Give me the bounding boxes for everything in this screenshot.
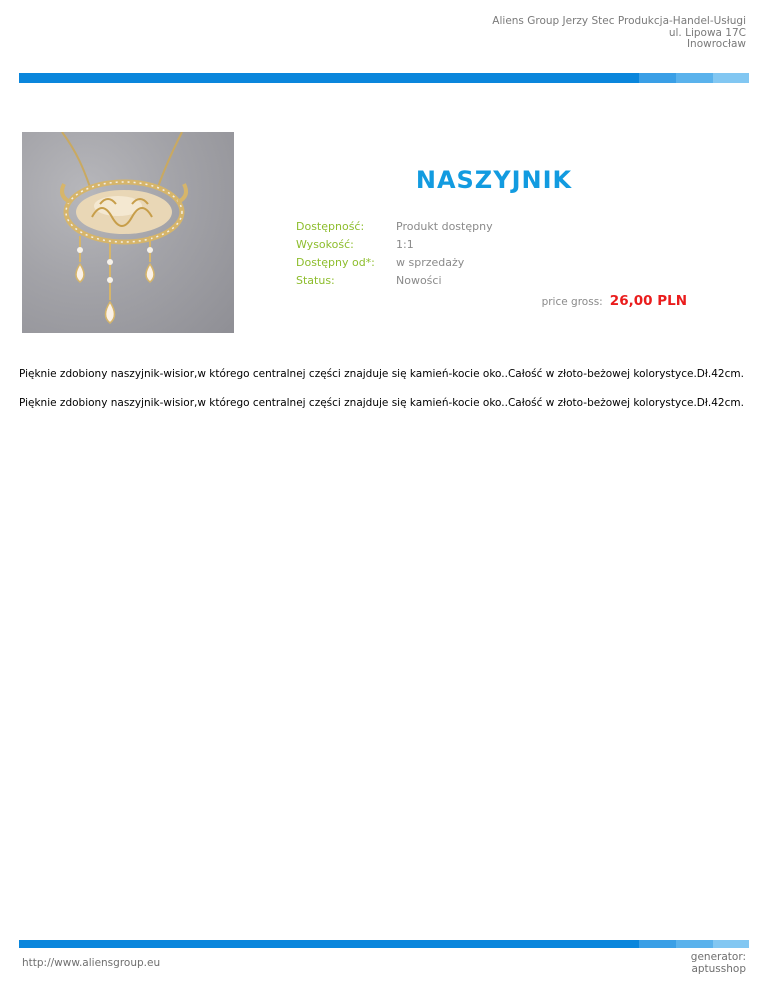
attribute-value: 1:1 [396, 238, 414, 251]
attribute-label: Status: [296, 274, 335, 287]
product-image [22, 132, 234, 333]
footer-website-link[interactable]: http://www.aliensgroup.eu [22, 957, 161, 969]
generator-name: aptusshop [691, 963, 746, 975]
product-title: NASZYJNIK [415, 166, 573, 194]
attribute-row-availability [296, 220, 596, 234]
company-street: ul. Lipowa 17C [668, 26, 746, 39]
attribute-label: Wysokość: [296, 238, 354, 251]
price-value: 26,00 PLN [609, 293, 687, 309]
price-label: price gross: [541, 296, 603, 308]
attribute-value: Produkt dostępny [396, 220, 493, 233]
attribute-value: w sprzedaży [396, 256, 465, 269]
attribute-label: Dostępność: [296, 220, 365, 233]
attribute-row-available-from [296, 256, 596, 270]
attribute-row-status [296, 274, 596, 288]
footer-divider-bar [19, 940, 749, 948]
product-description: Pięknie zdobiony naszyjnik-wisior,w którego centralnej części znajduje się kamień-kocie oko..Całość w złoto-beżowej kolorystyce.Dł.42cm. [19, 397, 744, 409]
product-description: Pięknie zdobiony naszyjnik-wisior,w którego centralnej części znajduje się kamień-kocie oko..Całość w złoto-beżowej kolorystyce.Dł.42cm. [19, 368, 744, 380]
header-divider-bar [19, 73, 749, 83]
necklace-icon [22, 132, 234, 333]
footer-generator [691, 951, 746, 975]
attribute-row-height [296, 238, 596, 252]
attribute-label: Dostępny od*: [296, 256, 375, 269]
generator-label: generator: [690, 951, 746, 963]
company-city: Inowrocław [686, 38, 746, 50]
attribute-value: Nowości [396, 274, 442, 287]
product-price [542, 290, 687, 309]
company-name: Aliens Group Jerzy Stec Produkcja-Handel-Usługi [492, 15, 746, 27]
company-address [346, 16, 746, 51]
